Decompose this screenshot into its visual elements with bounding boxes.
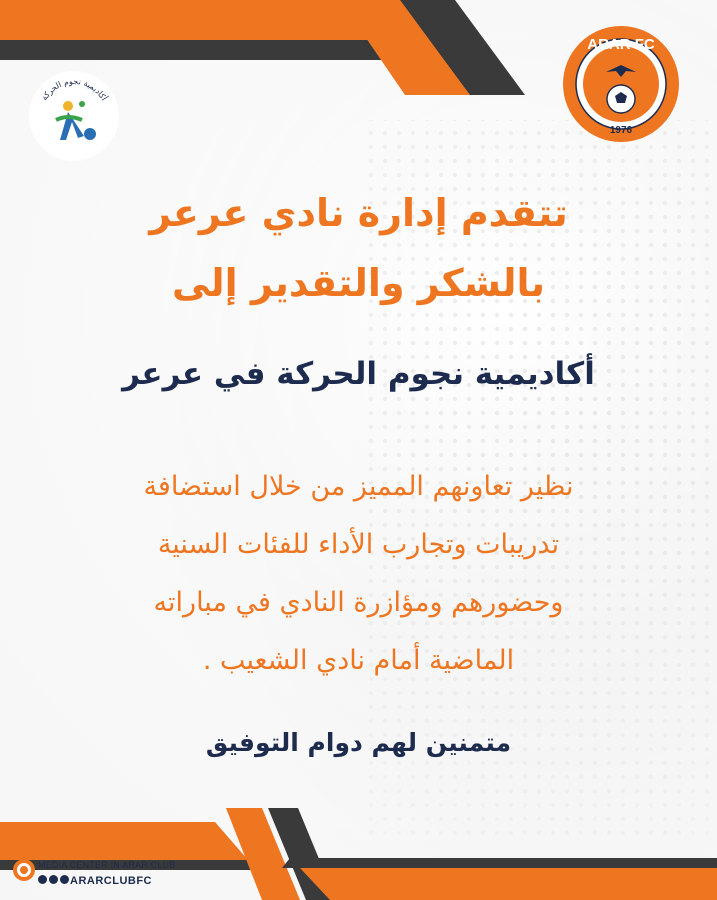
academy-logo-text: أكاديمية نجوم الحركة xyxy=(39,76,109,103)
body-line-4: الماضية أمام نادي الشعيب . xyxy=(202,645,515,676)
body-line-2: تدريبات وتجارب الأداء للفئات السنية xyxy=(157,529,560,560)
closing-line: متمنين لهم دوام التوفيق xyxy=(205,728,512,757)
crest-name: ARAR FC xyxy=(587,36,655,53)
club-mini-logo-icon xyxy=(12,858,36,882)
snapchat-icon[interactable] xyxy=(60,875,69,884)
social-handle[interactable]: ARARCLUBFC xyxy=(70,875,152,887)
body-line-1: نظير تعاونهم المميز من خلال استضافة xyxy=(143,471,574,502)
footer xyxy=(12,856,212,892)
arar-fc-crest xyxy=(546,25,696,143)
headline-line-2: بالشكر والتقدير إلى xyxy=(171,261,546,305)
headline-line-1: تتقدم إدارة نادي عرعر xyxy=(149,191,568,235)
twitter-icon[interactable] xyxy=(38,875,47,884)
crest-year: 1976 xyxy=(609,125,633,136)
ball-icon xyxy=(84,128,96,140)
instagram-icon[interactable] xyxy=(49,875,58,884)
recipient-name: أكاديمية نجوم الحركة في عرعر xyxy=(122,356,595,392)
figure-head-icon xyxy=(63,101,73,111)
media-center-label: MEDIA CENTER IN ARAR CLUB xyxy=(38,860,176,870)
body-line-3: وحضورهم ومؤازرة النادي في مباراته xyxy=(153,587,564,618)
academy-logo xyxy=(28,70,120,162)
